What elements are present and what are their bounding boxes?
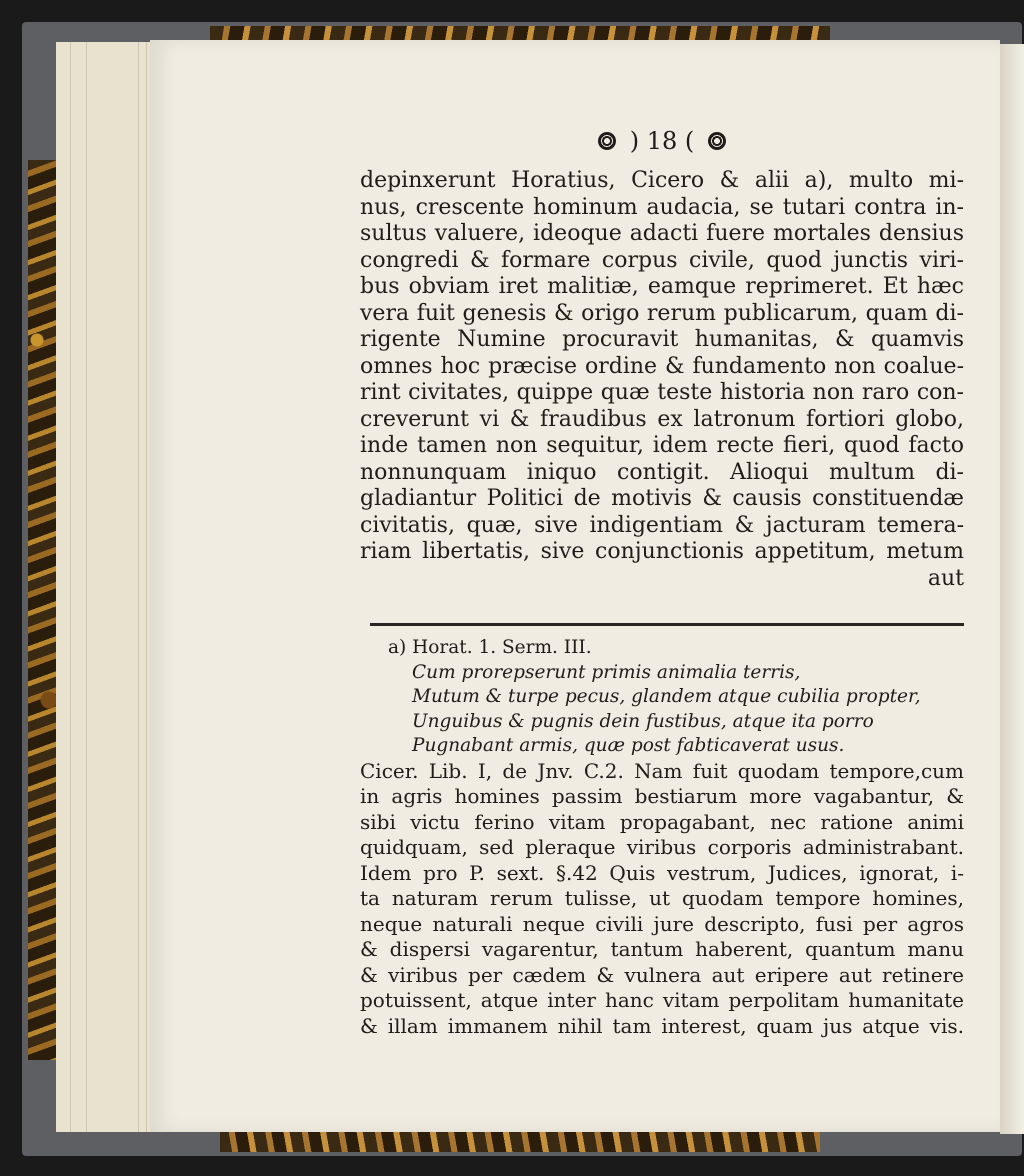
footnote-line: & viribus per cædem & vulnera aut eripere aut retinere [360, 962, 964, 987]
marbled-cover-left [28, 160, 58, 1060]
page-leaf [146, 42, 147, 1132]
footnote-verse: Pugnabant armis, quæ post fabticaverat usus. [412, 735, 845, 756]
fleuron-icon [708, 132, 726, 150]
text-line: riam libertatis, sive conjunctionis appetitum, metum [360, 539, 964, 564]
page-leaf [138, 42, 139, 1132]
text-line: nus, crescente hominum audacia, se tutari contra in- [360, 194, 964, 220]
footnote-line: Idem pro P. sext. §.42 Quis vestrum, Judices, ignorat, i- [360, 860, 964, 885]
footnote-block [360, 636, 964, 1039]
footnote-line: Cicer. Lib. I, de Jnv. C.2. Nam fuit quodam tempore,cum [360, 758, 964, 783]
page-right-edge [1000, 44, 1024, 1134]
page-number: ) 18 ( [629, 127, 695, 155]
footnote-verse: Unguibus & pugnis dein fustibus, atque ita porro [412, 710, 874, 732]
footnote-verse: Mutum & turpe pecus, glandem atque cubilia propter, [412, 686, 921, 707]
text-line: civitatis, quæ, sive indigentiam & jacturam temera- [360, 512, 964, 538]
text-line: omnes hoc præcise ordine & fundamento non coalue- [360, 353, 964, 379]
text-line: nonnunquam iniquo contigit. Alioqui multum di- [360, 459, 964, 485]
footnote-line: neque naturali neque civili jure descripto, fusi per agros [360, 911, 964, 936]
footnote-line: sibi victu ferino vitam propagabant, nec ratione animi [360, 809, 964, 834]
page-header [360, 124, 964, 158]
main-text [360, 168, 964, 592]
fleuron-icon [598, 132, 616, 150]
footnote-verse: Cum prorepserunt primis animalia terris, [412, 661, 801, 683]
text-line: rigente Numine procuravit humanitas, & quamvis [360, 327, 964, 352]
footnote-line: in agris homines passim bestiarum more vagabantur, & [360, 784, 964, 808]
text-line: rint civitates, quippe quæ teste historia non raro con- [360, 380, 964, 405]
footnote-line: & dispersi vagarentur, tantum haberent, quantum manu [360, 937, 964, 961]
catchword: aut [927, 565, 964, 591]
text-line: depinxerunt Horatius, Cicero & alii a), multo mi- [360, 168, 964, 193]
marbled-cover-bottom [220, 1132, 820, 1152]
footnote-line: ta naturam rerum tulisse, ut quodam tempore homines, [360, 886, 964, 910]
page-leaf [70, 42, 71, 1132]
text-line: bus obviam iret malitiæ, eamque reprimeret. Et hæc [360, 274, 964, 299]
footnote-line: potuissent, atque inter hanc vitam perpolitam humanitate [360, 988, 964, 1012]
footnote-line: & illam immanem nihil tam interest, quam jus atque vis. [360, 1013, 964, 1038]
text-line: sultus valuere, ideoque adacti fuere mortales densius [360, 221, 964, 246]
text-line: vera fuit genesis & origo rerum publicarum, quam di- [360, 300, 964, 326]
text-line: gladiantur Politici de motivis & causis constituendæ [360, 486, 964, 511]
footnote-rule [370, 623, 964, 626]
text-line: inde tamen non sequitur, idem recte fieri, quod facto [360, 433, 964, 458]
text-line: congredi & formare corpus civile, quod junctis viri- [360, 247, 964, 273]
footnote-reference: a) Horat. 1. Serm. III. [388, 637, 592, 658]
page-leaf [86, 42, 87, 1132]
footnote-line: quidquam, sed pleraque viribus corporis administrabant. [360, 835, 964, 859]
text-line: creverunt vi & fraudibus ex latronum fortiori globo, [360, 406, 964, 432]
